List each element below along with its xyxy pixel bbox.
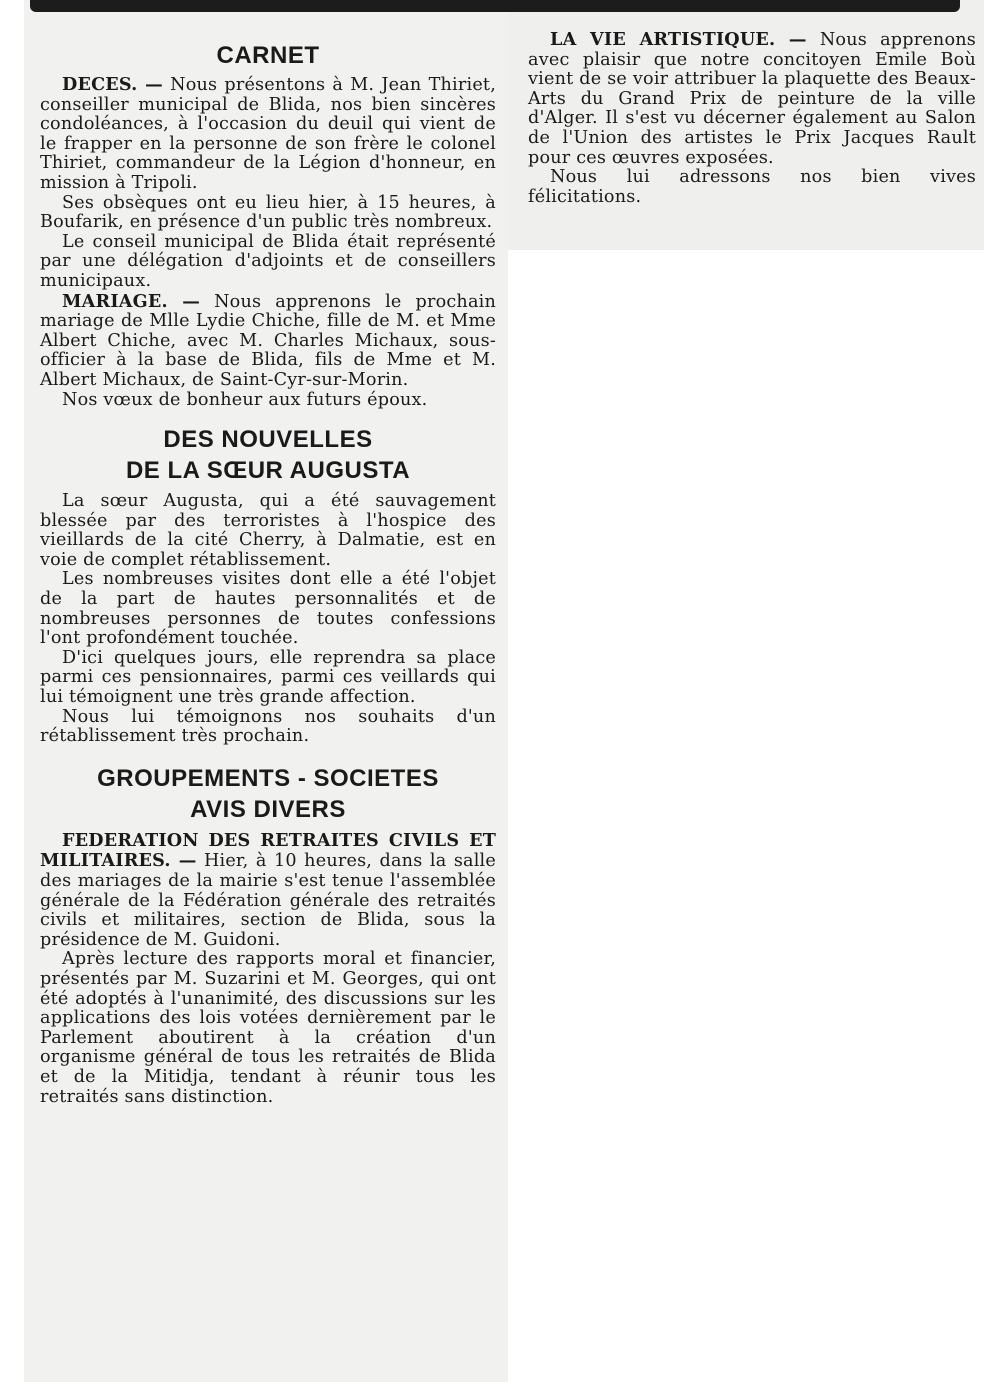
vie-artistique-section — [528, 30, 976, 207]
federation-text: Hier, à 10 heures, dans la salle des mariages de la mairie s'est tenue l'assemblée générale de la Fédération générale des retraités civils et militaires, section de Blida, sous la présidence de M. Guidoni. — [40, 851, 496, 950]
nouvelles-paragraph-1: La sœur Augusta, qui a été sauvagement blessée par des terroristes à l'hospice des vieillards de la cité Cherry, à Dalmatie, est en voie de complet rétablissement. — [40, 491, 496, 570]
carnet-section — [40, 40, 496, 410]
federation-paragraph — [40, 831, 496, 951]
vie-artistique-text: Nous apprenons avec plaisir que notre concitoyen Emile Boù vient de se voir attribuer la plaquette des Beaux-Arts du Grand Prix de peinture de la ville d'Alger. Il s'est vu décerner également au Salon de l'Union des artistes le Prix Jacques Rault pour ces œuvres exposées. — [528, 30, 976, 168]
federation-lead: FEDERATION DES RETRAITES CIVILS ET MILITAIRES. — — [40, 829, 496, 872]
vie-artistique-lead: LA VIE ARTISTIQUE. — — [550, 29, 807, 50]
nouvelles-heading-line1: DES NOUVELLES — [163, 426, 373, 454]
groupements-section — [40, 763, 496, 1107]
groupements-heading-line2: AVIS DIVERS — [190, 795, 346, 823]
right-column — [528, 30, 976, 207]
apres-paragraph: Après lecture des rapports moral et financier, présentés par M. Suzarini et M. Georges, qui ont été adoptés à l'unanimité, des discussions sur les applications des lois votées dernièrement par le Parlement aboutirent à la création d'un organisme général de tous les retraités de Blida et de la Mitidja, tendant à réunir tous les retraités sans distinction. — [40, 949, 496, 1107]
nouvelles-section — [40, 424, 496, 747]
deces-text: Nous présentons à M. Jean Thiriet, conseiller municipal de Blida, nos bien sincères condoléances, à l'occasion du deuil qui vient de le frapper en la personne de son frère le colonel Thiriet, commandeur de la Légion d'honneur, en mission à Tripoli. — [40, 75, 496, 193]
nouvelles-heading-line2: DE LA SŒUR AUGUSTA — [125, 457, 411, 485]
felicitations-paragraph: Nous lui adressons nos bien vives félicitations. — [528, 167, 976, 207]
nouvelles-paragraph-2: Les nombreuses visites dont elle a été l'objet de la part de hautes personnalités et de nombreuses personnes de toutes confessions l'ont profondément touchée. — [40, 569, 496, 649]
obseques-paragraph: Ses obsèques ont eu lieu hier, à 15 heures, à Boufarik, en présence d'un public très nombreux. — [40, 192, 496, 233]
voeux-paragraph: Nos vœux de bonheur aux futurs époux. — [62, 389, 428, 410]
groupements-heading-line1: GROUPEMENTS - SOCIETES — [97, 764, 439, 792]
conseil-paragraph: Le conseil municipal de Blida était représenté par une délégation d'adjoints et de conseillers municipaux. — [40, 231, 496, 291]
nouvelles-heading — [40, 424, 496, 486]
left-column — [40, 30, 496, 1107]
vie-artistique-paragraph — [528, 30, 976, 168]
mariage-paragraph — [40, 292, 496, 391]
nouvelles-paragraph-3: D'ici quelques jours, elle reprendra sa place parmi ces pensionnaires, parmi ces veillards qui lui témoignent une très grande affection. — [40, 647, 496, 708]
top-rule — [30, 0, 960, 12]
mariage-text: Nous apprenons le prochain mariage de Mlle Lydie Chiche, fille de M. et Mme Albert Chiche, avec M. Charles Michaux, sous-officier à la base de Blida, fils de Mme et M. Albert Michaux, de Saint-Cyr-sur-Morin. — [40, 291, 496, 390]
deces-lead: DECES. — — [62, 74, 163, 95]
mariage-lead: MARIAGE. — — [62, 290, 201, 312]
deces-paragraph — [40, 75, 496, 194]
carnet-heading: CARNET — [216, 42, 320, 69]
groupements-heading — [40, 763, 496, 825]
nouvelles-paragraph-4: Nous lui témoignons nos souhaits d'un rétablissement très prochain. — [40, 706, 496, 747]
